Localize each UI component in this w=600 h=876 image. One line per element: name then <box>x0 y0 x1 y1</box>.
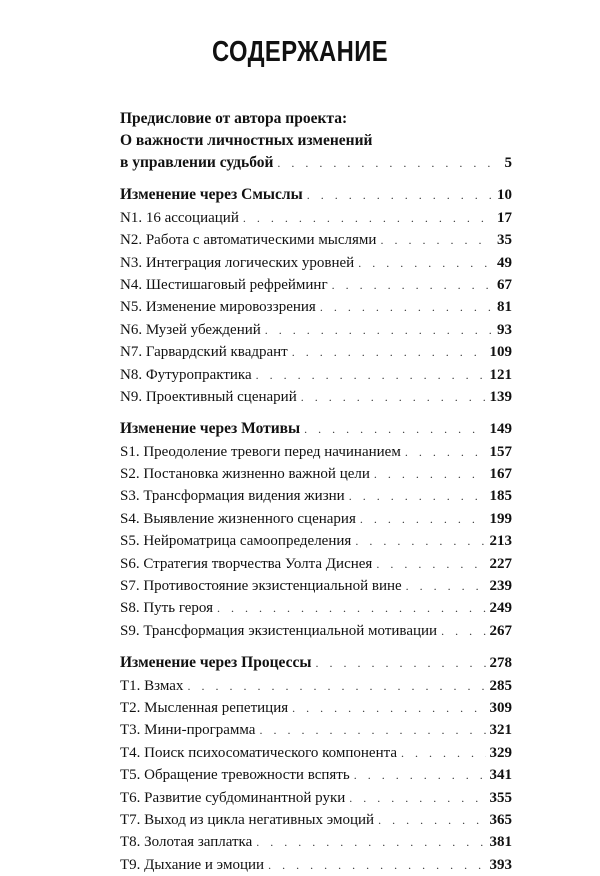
page-number: 185 <box>489 488 512 505</box>
toc-entry[interactable] <box>120 463 512 485</box>
leader-dots <box>332 274 493 296</box>
leader-dots <box>243 207 493 229</box>
preface-line: О важности личностных изменений <box>120 132 373 149</box>
leader-dots <box>256 364 486 386</box>
toc-entry-label: T1. Взмах <box>120 677 184 694</box>
toc-entry[interactable] <box>120 787 512 809</box>
toc-entry[interactable] <box>120 485 512 507</box>
section-gap <box>120 408 512 418</box>
toc-entry[interactable] <box>120 597 512 619</box>
page-number: 321 <box>489 722 512 739</box>
preface-entry[interactable] <box>120 152 512 174</box>
page-number: 309 <box>489 699 512 716</box>
page-number: 329 <box>489 744 512 761</box>
toc-entry-label: S8. Путь героя <box>120 600 214 617</box>
section-gap <box>120 174 512 184</box>
toc-entry-label: N7. Гарвардский квадрант <box>120 344 288 361</box>
toc-entry-label: N4. Шестишаговый рефрейминг <box>120 276 328 293</box>
page-number: 365 <box>489 811 512 828</box>
page-number: 381 <box>489 834 512 851</box>
section-heading-label: Изменение через Мотивы <box>120 420 301 438</box>
page-number: 10 <box>497 187 512 204</box>
toc-entry-label: T3. Мини-программа <box>120 722 256 739</box>
toc-entry-label: T4. Поиск психосоматического компонента <box>120 744 398 761</box>
leader-dots <box>355 530 485 552</box>
leader-dots <box>349 787 485 809</box>
leader-dots <box>304 418 485 440</box>
toc-entry-label: N8. Футуропрактика <box>120 366 252 383</box>
page-title: СОДЕРЖАНИЕ <box>211 36 389 68</box>
page-number: 67 <box>497 276 512 293</box>
page-number: 341 <box>489 767 512 784</box>
toc-entry-label: S4. Выявление жизненного сценария <box>120 510 356 527</box>
leader-dots <box>307 184 493 206</box>
toc-entry[interactable] <box>120 553 512 575</box>
toc-entry[interactable] <box>120 207 512 229</box>
toc-entry-label: S2. Постановка жизненно важной цели <box>120 466 370 483</box>
page-number: 93 <box>497 321 512 338</box>
toc-entry-label: N9. Проективный сценарий <box>120 388 297 405</box>
toc-entry[interactable] <box>120 719 512 741</box>
toc-entry-label: S6. Стратегия творчества Уолта Диснея <box>120 555 373 572</box>
leader-dots <box>360 508 486 530</box>
toc-entry[interactable] <box>120 364 512 386</box>
toc-entry[interactable] <box>120 675 512 697</box>
page-number: 139 <box>489 388 512 405</box>
page-number: 355 <box>489 789 512 806</box>
section-gap <box>120 642 512 652</box>
toc-entry[interactable] <box>120 341 512 363</box>
page-number: 149 <box>489 421 512 438</box>
leader-dots <box>315 652 485 674</box>
leader-dots <box>268 854 485 876</box>
page-number: 81 <box>497 299 512 316</box>
page-number: 5 <box>504 155 512 171</box>
page-number: 213 <box>489 533 512 550</box>
toc-entry[interactable] <box>120 620 512 642</box>
leader-dots <box>354 764 486 786</box>
page-number: 17 <box>497 209 512 226</box>
toc-entry[interactable] <box>120 831 512 853</box>
leader-dots <box>259 719 485 741</box>
toc-entry[interactable] <box>120 441 512 463</box>
leader-dots <box>265 319 493 341</box>
toc-entry-label: T8. Золотая заплатка <box>120 834 253 851</box>
page-number: 199 <box>489 510 512 527</box>
leader-dots <box>256 831 485 853</box>
preface-line: Предисловие от автора проекта: <box>120 110 348 127</box>
leader-dots <box>374 463 486 485</box>
toc-entry[interactable] <box>120 386 512 408</box>
leader-dots <box>405 441 486 463</box>
toc-entry-label: N3. Интеграция логических уровней <box>120 254 355 271</box>
leader-dots <box>358 252 493 274</box>
toc-entry[interactable] <box>120 229 512 251</box>
page-number: 49 <box>497 254 512 271</box>
page-number: 239 <box>489 578 512 595</box>
toc-entry-label: N1. 16 ассоциаций <box>120 209 239 226</box>
leader-dots <box>380 229 493 251</box>
toc-entry[interactable] <box>120 508 512 530</box>
page-number: 35 <box>497 232 512 249</box>
toc-entry-label: S3. Трансформация видения жизни <box>120 488 345 505</box>
toc-entry-label: N5. Изменение мировоззрения <box>120 299 316 316</box>
leader-dots <box>378 809 485 831</box>
section-heading-label: Изменение через Смыслы <box>120 186 303 204</box>
toc-entry[interactable] <box>120 319 512 341</box>
leader-dots <box>301 386 486 408</box>
toc-entry[interactable] <box>120 764 512 786</box>
leader-dots <box>217 597 485 619</box>
toc-entry[interactable] <box>120 252 512 274</box>
section-heading[interactable] <box>120 652 512 674</box>
leader-dots <box>441 620 485 642</box>
page-number: 121 <box>489 366 512 383</box>
toc-entry-label: S5. Нейроматрица самоопределения <box>120 533 352 550</box>
toc-entry-label: N6. Музей убеждений <box>120 321 261 338</box>
toc-entry[interactable] <box>120 697 512 719</box>
toc-entry-label: T6. Развитие субдоминантной руки <box>120 789 346 806</box>
leader-dots <box>187 675 485 697</box>
leader-dots <box>349 485 486 507</box>
section-heading[interactable] <box>120 184 512 206</box>
toc-entry[interactable] <box>120 809 512 831</box>
toc-entry[interactable] <box>120 530 512 552</box>
toc-entry-label: T7. Выход из цикла негативных эмоций <box>120 811 375 828</box>
preface-label: в управлении судьбой <box>120 154 274 171</box>
page-number: 227 <box>489 555 512 572</box>
leader-dots <box>406 575 486 597</box>
section-heading-label: Изменение через Процессы <box>120 654 312 672</box>
page-number: 157 <box>489 443 512 460</box>
page-number: 267 <box>489 622 512 639</box>
leader-dots <box>277 152 500 174</box>
leader-dots <box>401 742 485 764</box>
toc-entry-label: T9. Дыхание и эмоции <box>120 856 265 873</box>
toc-entry-label: S7. Противостояние экзистенциальной вине <box>120 578 402 595</box>
page-number: 167 <box>489 466 512 483</box>
toc-entry-label: S9. Трансформация экзистенциальной мотивации <box>120 622 438 639</box>
sections-container <box>120 174 512 876</box>
section-heading[interactable] <box>120 418 512 440</box>
toc-entry-label: S1. Преодоление тревоги перед начинанием <box>120 443 401 460</box>
toc-entry[interactable] <box>120 296 512 318</box>
leader-dots <box>320 296 493 318</box>
toc-entry[interactable] <box>120 575 512 597</box>
page-number: 109 <box>489 344 512 361</box>
toc-entry[interactable] <box>120 274 512 296</box>
toc-entry[interactable] <box>120 742 512 764</box>
leader-dots <box>376 553 485 575</box>
toc-entry-label: T2. Мысленная репетиция <box>120 699 289 716</box>
page-number: 249 <box>489 600 512 617</box>
page-number: 285 <box>489 677 512 694</box>
leader-dots <box>292 341 486 363</box>
page-number: 278 <box>489 655 512 672</box>
toc-entry[interactable] <box>120 854 512 876</box>
toc-entry-label: N2. Работа с автоматическими мыслями <box>120 232 377 249</box>
toc-entry-label: T5. Обращение тревожности вспять <box>120 767 350 784</box>
table-of-contents <box>120 108 512 876</box>
page-number: 393 <box>489 856 512 873</box>
leader-dots <box>292 697 485 719</box>
